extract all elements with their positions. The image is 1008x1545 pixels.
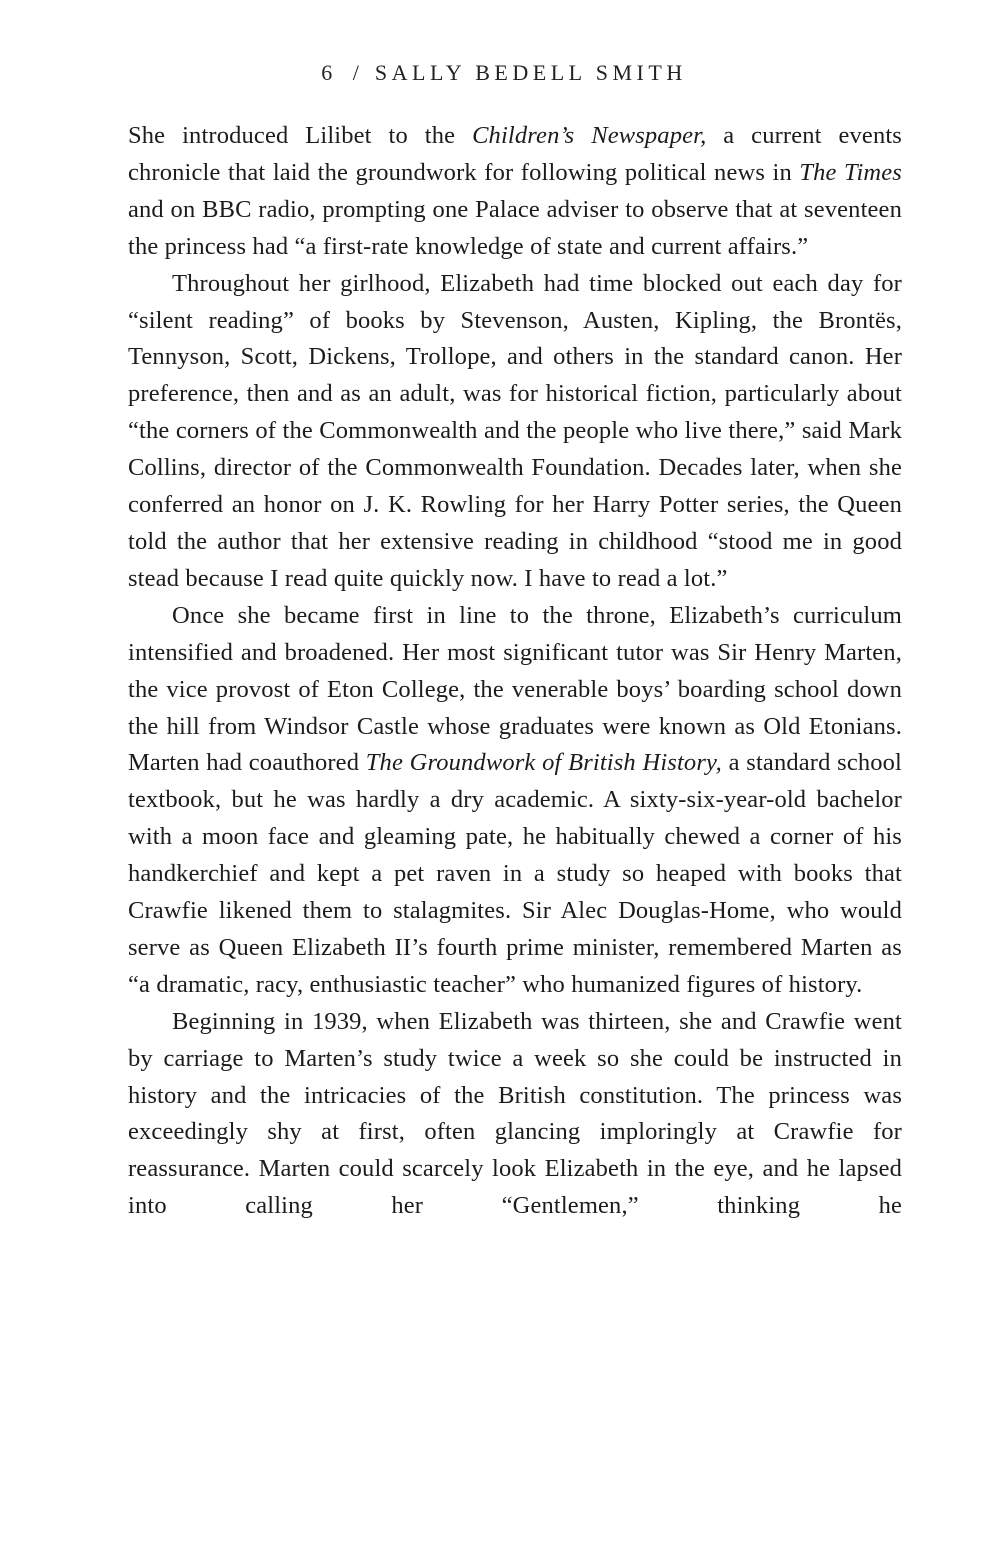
page-number: 6: [321, 60, 337, 85]
paragraph-text: Once she became first in line to the throne, Elizabeth’s curriculum intensified and broadened. Her most significant tutor was Sir Henry Marten, the vice provost of Eton College, the venerable boys’ boarding school down the hill from Windsor Castle whose graduates were known as Old Etonians. Marten had coauthored: [128, 601, 902, 777]
italic-title: Children’s Newspaper,: [472, 122, 707, 149]
paragraph-4: [128, 1004, 902, 1225]
paragraph-2: [128, 266, 902, 598]
paragraph-text: Beginning in 1939, when Elizabeth was thirteen, she and Crawfie went by carriage to Marten’s study twice a week so she could be instructed in history and the intricacies of the British constitution. The princess was exceedingly shy at first, often glancing imploringly at Crawfie for reassurance. Marten could scarcely look Elizabeth in the eye, and he lapsed into calling her “Gentlemen,” thinking he: [128, 1007, 902, 1220]
author-name: SALLY BEDELL SMITH: [374, 60, 687, 85]
paragraph-1: [128, 118, 902, 266]
body-text: [128, 118, 902, 1225]
paragraph-text: and on BBC radio, prompting one Palace adviser to observe that at seventeen the princess had “a first-rate knowledge of state and current affairs.”: [128, 195, 902, 260]
running-head: [0, 58, 1008, 88]
paragraph-text: a standard school textbook, but he was hardly a dry academic. A sixty-six-year-old bachelor with a moon face and gleaming pate, he habitually chewed a corner of his handkerchief and kept a pet raven in a study so heaped with books that Crawfie likened them to stalagmites. Sir Alec Douglas-Home, who would serve as Queen Elizabeth II’s fourth prime minister, remembered Marten as “a dramatic, racy, enthusiastic teacher” who humanized figures of history.: [128, 749, 902, 998]
paragraph-text: a current events chronicle that laid the groundwork for following political news in: [128, 122, 902, 186]
header-separator: /: [352, 60, 359, 85]
paragraph-text: She introduced Lilibet to the: [128, 122, 473, 149]
paragraph-3: [128, 598, 902, 1004]
italic-title: The Times: [799, 158, 902, 186]
italic-title: The Groundwork of British History,: [365, 749, 722, 777]
paragraph-text: Throughout her girlhood, Elizabeth had time blocked out each day for “silent reading” of books by Stevenson, Austen, Kipling, the Brontës, Tennyson, Scott, Dickens, Trollope, and others in the standard canon. Her preference, then and as an adult, was for historical fiction, particularly about “the corners of the Commonwealth and the people who live there,” said Mark Collins, director of the Commonwealth Foundation. Decades later, when she conferred an honor on J. K. Rowling for her Harry Potter series, the Queen told the author that her extensive reading in childhood “stood me in good stead because I read quite quickly now. I have to read a lot.”: [128, 269, 902, 592]
